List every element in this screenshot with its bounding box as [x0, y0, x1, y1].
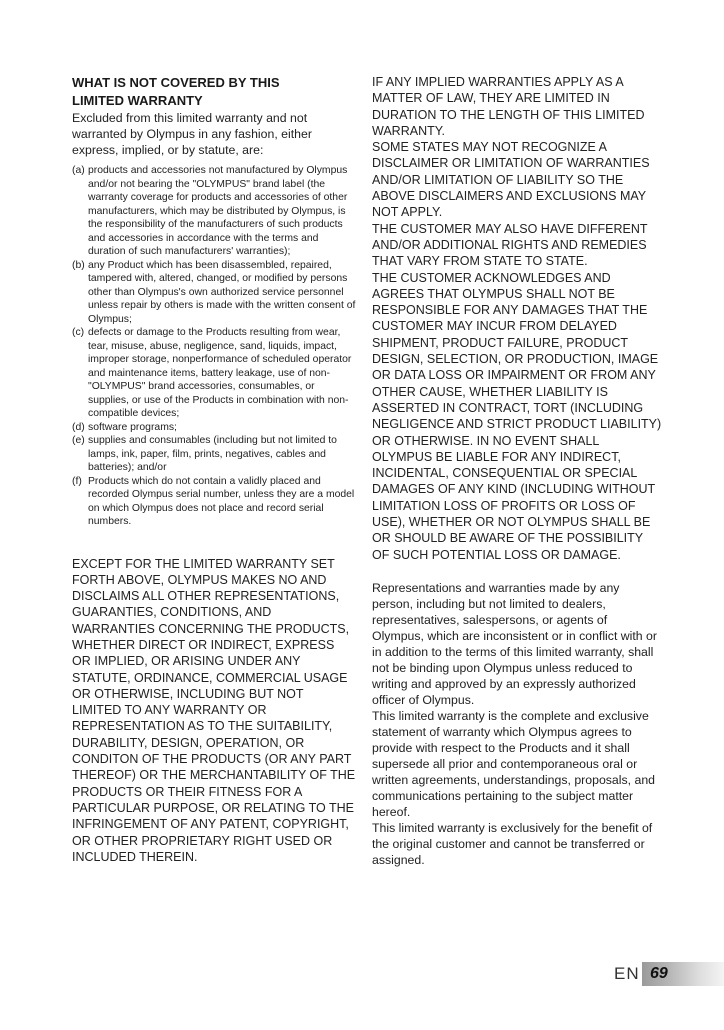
list-item [72, 326, 356, 421]
page-footer [614, 962, 724, 986]
language-label: EN [614, 964, 640, 983]
list-marker: (c) [72, 327, 85, 338]
page-number: 69 [650, 965, 668, 982]
list-item [72, 164, 356, 259]
page-number-tab [642, 962, 724, 986]
right-column [372, 74, 662, 868]
list-item-text: any Product which has been disassembled, repaired, tampered with, altered, changed, or modified by persons other than Olympus's own authorized service personnel unless repair by others is made with the written consent of Olympus; [88, 259, 356, 325]
list-marker: (a) [72, 165, 85, 176]
list-item [72, 421, 356, 435]
transfer-paragraph: This limited warranty is exclusively for the benefit of the original customer and cannot be transferred or assigned. [372, 820, 653, 867]
list-marker: (b) [72, 259, 85, 271]
list-marker: (f) [72, 475, 82, 487]
list-item [72, 475, 356, 529]
list-item-text: defects or damage to the Products resulting from wear, tear, misuse, abuse, negligence, sand, liquids, impact, improper storage, nonperformance of scheduled operator and maintenance items, battery leakage, use of non-"OLYMPUS" brand accessories, consumables, or supplies, or use of the Products in combination with non-compatible devices; [88, 327, 352, 419]
implied-warranties-paragraph: IF ANY IMPLIED WARRANTIES APPLY AS A MATTER OF LAW, THEY ARE LIMITED IN DURATION TO THE LENGTH OF THIS LIMITED WARRANTY. [372, 75, 645, 138]
heading-line-1: WHAT IS NOT COVERED BY THIS [72, 75, 280, 90]
list-item-text: software programs; [88, 421, 177, 433]
states-recognition-paragraph: SOME STATES MAY NOT RECOGNIZE A DISCLAIMER OR LIMITATION OF WARRANTIES AND/OR LIMITATION OF LIABILITY SO THE ABOVE DISCLAIMERS AND EXCLUSIONS MAY NOT APPLY. [372, 140, 650, 220]
exclusions-list [72, 164, 356, 529]
heading-line-2: LIMITED WARRANTY [72, 93, 203, 108]
list-marker: (e) [72, 435, 85, 446]
disclaimer-paragraph: EXCEPT FOR THE LIMITED WARRANTY SET FORTH ABOVE, OLYMPUS MAKES NO AND DISCLAIMS ALL OTHER REPRESENTATIONS, GUARANTIES, CONDITIONS, AND WARRANTIES CONCERNING THE PRODUCTS, WHETHER DIRECT OR INDIRECT, EXPRESS OR IMPLIED, OR ARISING UNDER ANY STATUTE, ORDINANCE, COMMERCIAL USAGE OR OTHERWISE, INCLUDING BUT NOT LIMITED TO ANY WARRANTY OR REPRESENTATION AS TO THE SUITABILITY, DURABILITY, DESIGN, OPERATION, OR CONDITON OF THE PRODUCTS (OR ANY PART THEREOF) OR THE MERCHANTABILITY OF THE PRODUCTS OR THEIR FITNESS FOR A PARTICULAR PURPOSE, OR RELATING TO THE INFRINGEMENT OF ANY PATENT, COPYRIGHT, OR OTHER PROPRIETARY RIGHT USED OR INCLUDED THEREIN. [72, 556, 356, 864]
list-item [72, 259, 356, 327]
list-item-text: products and accessories not manufactured by Olympus and/or not bearing the "OLYMPUS" brand label (the warranty coverage for products and accessories of other manufacturers, which may be distributed by Olympus, is the responsibility of the manufacturers of such products and accessories in accordance with the terms and duration of such manufacturers' warranties); [88, 165, 348, 257]
intro-paragraph: Excluded from this limited warranty and not warranted by Olympus in any fashion, either express, implied, or by statute, are: [72, 111, 312, 157]
representations-paragraph: Representations and warranties made by any person, including but not limited to dealers, representatives, salespersons, or agents of Olympus, which are inconsistent or in conflict with or in addition to the terms of this limited warranty, shall not be binding upon Olympus unless reduced to writing and approved by an expressly authorized officer of Olympus. [372, 580, 657, 707]
additional-rights-paragraph: THE CUSTOMER MAY ALSO HAVE DIFFERENT AND/OR ADDITIONAL RIGHTS AND REMEDIES THAT VARY FROM STATE TO STATE. [372, 221, 648, 269]
complete-statement-paragraph: This limited warranty is the complete and exclusive statement of warranty which Olympus agrees to provide with respect to the Products and it shall supersede all prior and contemporaneous oral or written agreements, understandings, proposals, and communications pertaining to the subject matter hereof. [372, 708, 655, 819]
list-item-text: Products which do not contain a validly placed and recorded Olympus serial number, unless they are a model on which Olympus does not place and record serial numbers. [88, 475, 355, 527]
left-column [72, 74, 356, 865]
list-item-text: supplies and consumables (including but not limited to lamps, ink, paper, film, prints, negatives, cables and batteries); and/or [88, 435, 337, 473]
section-heading [72, 74, 356, 110]
liability-paragraph: THE CUSTOMER ACKNOWLEDGES AND AGREES THAT OLYMPUS SHALL NOT BE RESPONSIBLE FOR ANY DAMAGES THAT THE CUSTOMER MAY INCUR FROM DELAYED SHIPMENT, PRODUCT FAILURE, PRODUCT DESIGN, SELECTION, OR PRODUCTION, IMAGE OR DATA LOSS OR IMPAIRMENT OR FROM ANY OTHER CAUSE, WHETHER LIABILITY IS ASSERTED IN CONTRACT, TORT (INCLUDING NEGLIGENCE AND STRICT PRODUCT LIABILITY) OR OTHERWISE. IN NO EVENT SHALL OLYMPUS BE LIABLE FOR ANY INDIRECT, INCIDENTAL, CONSEQUENTIAL OR SPECIAL DAMAGES OF ANY KIND (INCLUDING WITHOUT LIMITATION LOSS OF PROFITS OR LOSS OF USE), WHETHER OR NOT OLYMPUS SHALL BE OR SHOULD BE AWARE OF THE POSSIBILITY OF SUCH POTENTIAL LOSS OR DAMAGE. [372, 270, 662, 562]
list-marker: (d) [72, 421, 85, 433]
list-item [72, 434, 356, 475]
